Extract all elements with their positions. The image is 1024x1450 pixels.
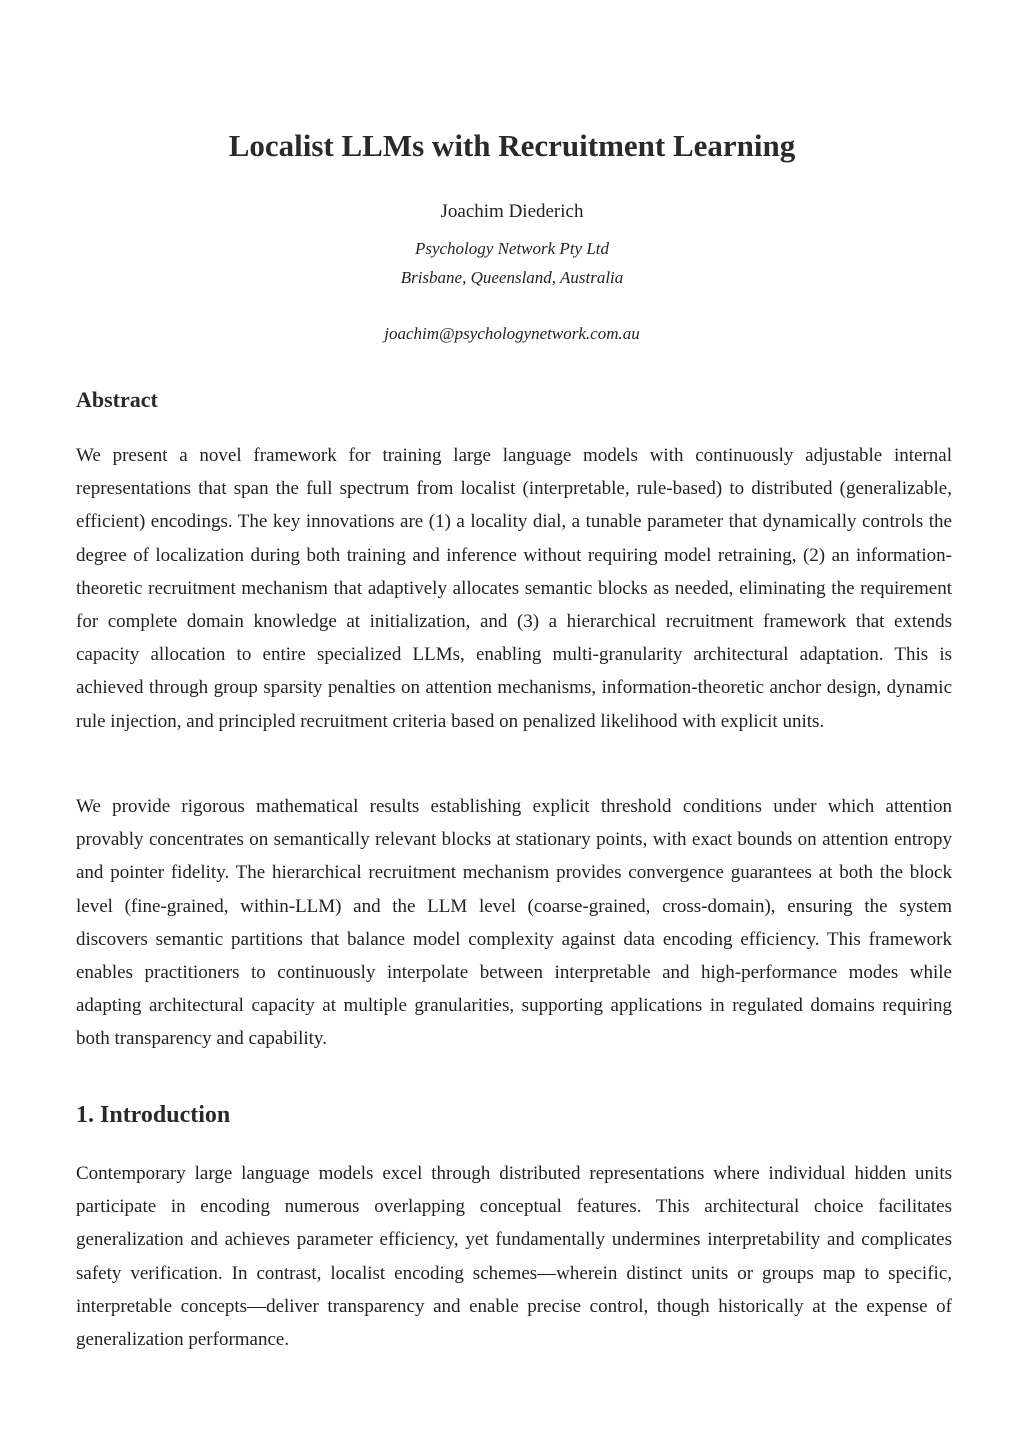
introduction-paragraph: Contemporary large language models excel through distributed representations where individual hidden units participate in encoding numerous overlapping conceptual features. This architectural choice facilitates generalization and achieves parameter efficiency, yet fundamentally undermines interpretability and complicates safety verification. In contrast, localist encoding schemes—wherein distinct units or groups map to specific, interpretable concepts—deliver transparency and enable precise control, though historically at the expense of generalization performance. bbox=[76, 1163, 952, 1351]
abstract-heading: Abstract bbox=[76, 387, 158, 412]
paper-title: Localist LLMs with Recruitment Learning bbox=[228, 128, 796, 163]
author-name: Joachim Diederich bbox=[440, 201, 584, 222]
abstract-paragraph: We provide rigorous mathematical results establishing explicit threshold conditions under which attention provably concentrates on semantically relevant blocks at stationary points, with exact bounds on attention entropy and pointer fidelity. The hierarchical recruitment mechanism provides convergence guarantees at both the block level (fine-grained, within-LLM) and the LLM level (coarse-grained, cross-domain), ensuring the system discovers semantic partitions that balance model complexity against data encoding efficiency. This framework enables practitioners to continuously interpolate between interpretable and high-performance modes while adapting architectural capacity at multiple granularities, supporting applications in regulated domains requiring both transparency and capability. bbox=[76, 796, 952, 1050]
author-email: joachim@psychologynetwork.com.au bbox=[384, 324, 640, 343]
affiliation-location: Brisbane, Queensland, Australia bbox=[400, 268, 624, 287]
introduction-heading: 1. Introduction bbox=[76, 1102, 231, 1128]
abstract-paragraph: We present a novel framework for training large language models with continuously adjustable internal representations that span the full spectrum from localist (interpretable, rule-based) to distributed (generalizable, efficient) encodings. The key innovations are (1) a locality dial, a tunable parameter that dynamically controls the degree of localization during both training and inference without requiring model retraining, (2) an information-theoretic recruitment mechanism that adaptively allocates semantic blocks as needed, eliminating the requirement for complete domain knowledge at initialization, and (3) a hierarchical recruitment framework that extends capacity allocation to entire specialized LLMs, enabling multi-granularity architectural adaptation. This is achieved through group sparsity penalties on attention mechanisms, information-theoretic anchor design, dynamic rule injection, and principled recruitment criteria based on penalized likelihood with explicit units. bbox=[76, 445, 952, 732]
affiliation-organization: Psychology Network Pty Ltd bbox=[414, 239, 610, 258]
